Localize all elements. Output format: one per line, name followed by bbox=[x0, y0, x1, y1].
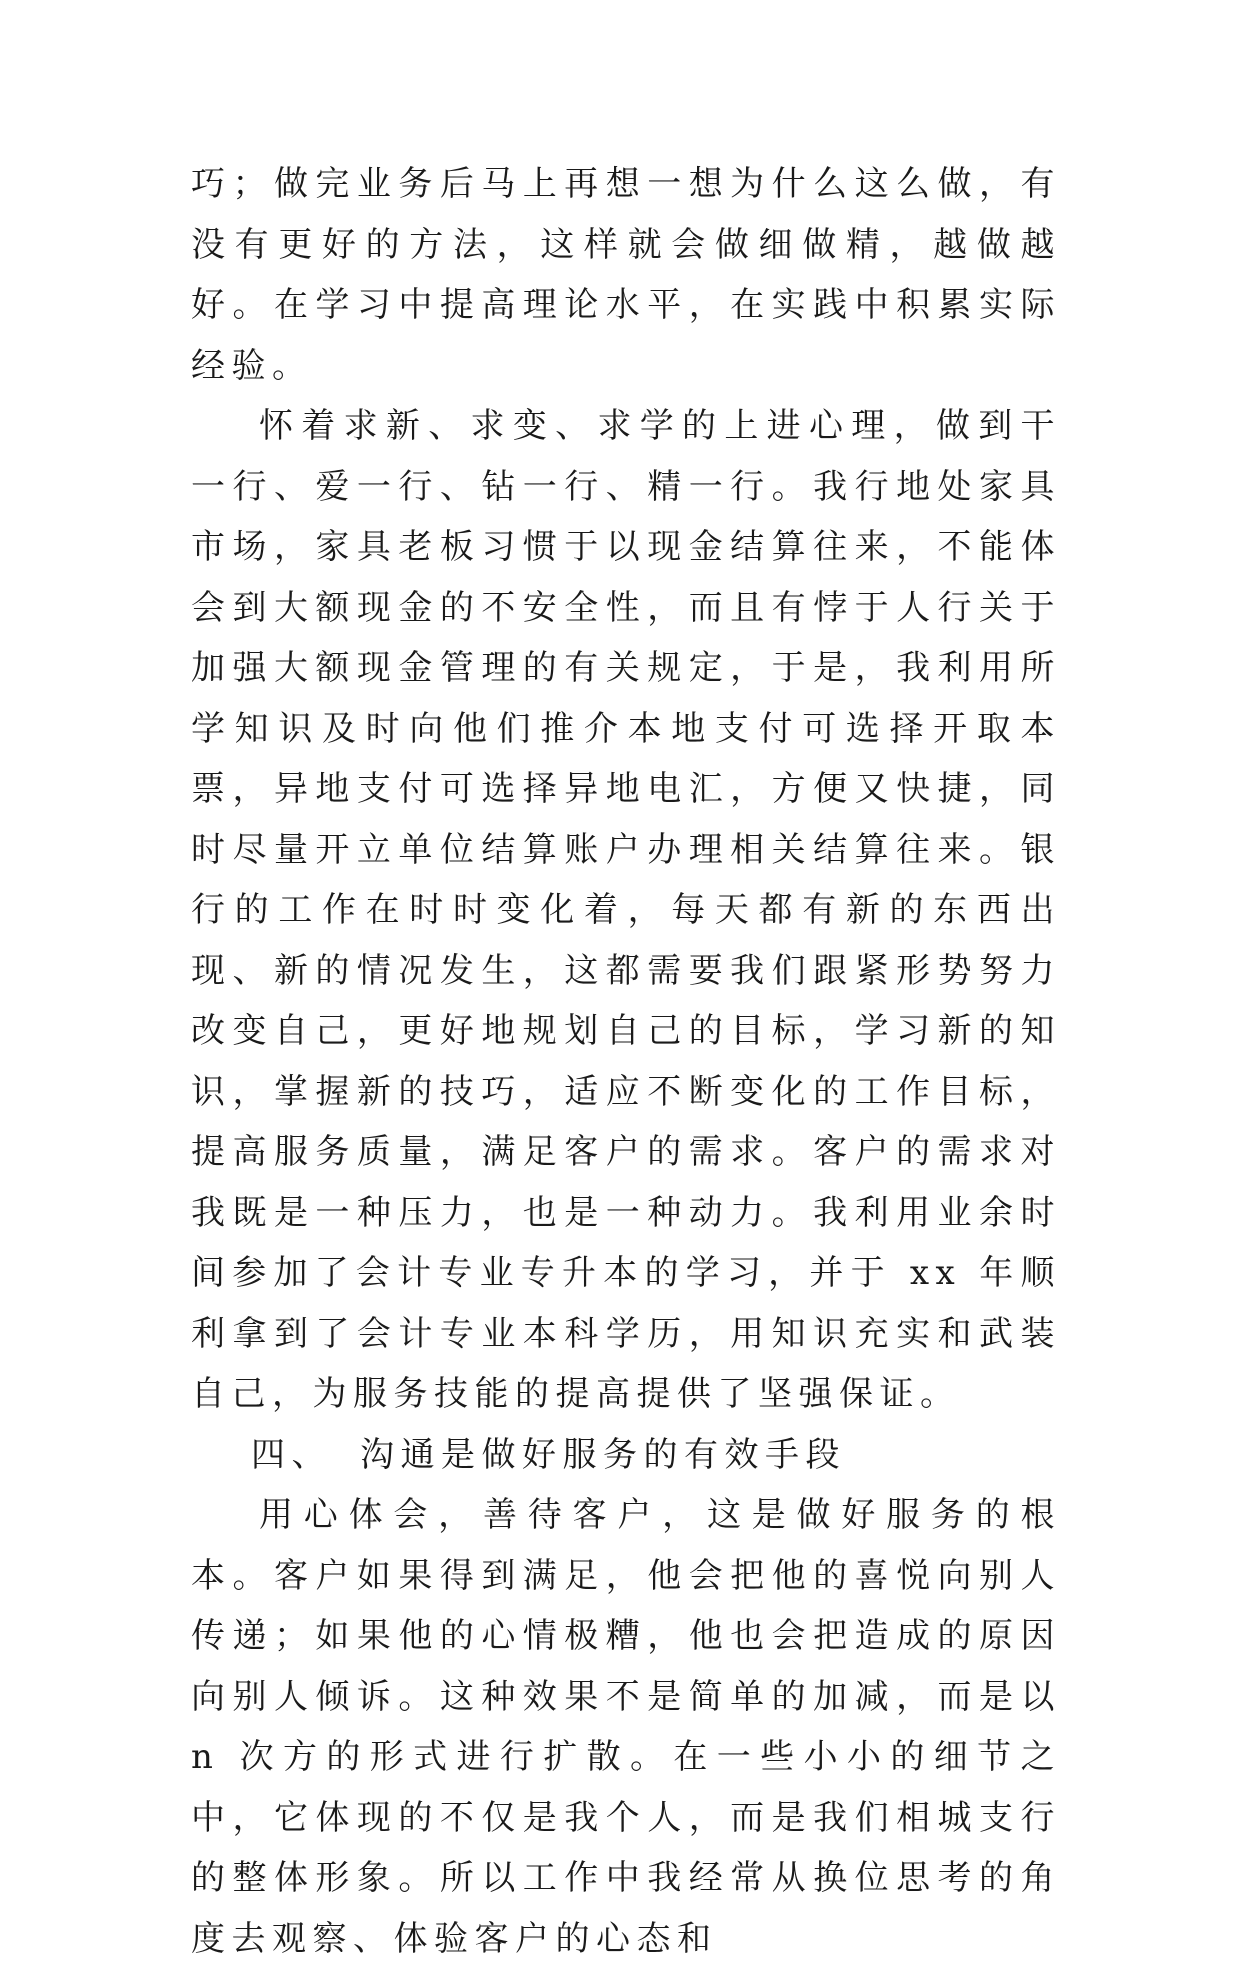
paragraph-continued: 巧；做完业务后马上再想一想为什么这么做，有没有更好的方法，这样就会做细做精，越做越好。在学习中提高理论水平，在实践中积累实际经验。 bbox=[191, 164, 1061, 386]
section-number: 四、 bbox=[251, 1434, 332, 1475]
section-title: 沟通是做好服务的有效手段 bbox=[360, 1434, 846, 1475]
paragraph-communication: 用心体会，善待客户，这是做好服务的根本。客户如果得到满足，他会把他的喜悦向别人传递；如果他的心情极糟，他也会把造成的原因向别人倾诉。这种效果不是简单的加减，而是以 n 次方的形式进行扩散。在一些小小的细节之中，它体现的不仅是我个人，而是我们相城支行的整体形象。所以工作中我经常从换位思考的角度去观察、体验客户的心态和 bbox=[191, 1495, 1061, 1959]
section-heading bbox=[191, 1425, 1061, 1486]
document-body bbox=[191, 154, 1061, 1969]
paragraph-customer-needs: 怀着求新、求变、求学的上进心理，做到干一行、爱一行、钻一行、精一行。我行地处家具市场，家具老板习惯于以现金结算往来，不能体会到大额现金的不安全性，而且有悖于人行关于加强大额现金管理的有关规定，于是，我利用所学知识及时向他们推介本地支付可选择开取本票，异地支付可选择异地电汇，方便又快捷，同时尽量开立单位结算账户办理相关结算往来。银行的工作在时时变化着，每天都有新的东西出现、新的情况发生，这都需要我们跟紧形势努力改变自己，更好地规划自己的目标，学习新的知识，掌握新的技巧，适应不断变化的工作目标，提高服务质量，满足客户的需求。客户的需求对我既是一种压力，也是一种动力。我利用业余时间参加了会计专业专升本的学习，并于 xx 年顺利拿到了会计专业本科学历，用知识充实和武装自己，为服务技能的提高提供了坚强保证。 bbox=[191, 406, 1061, 1414]
